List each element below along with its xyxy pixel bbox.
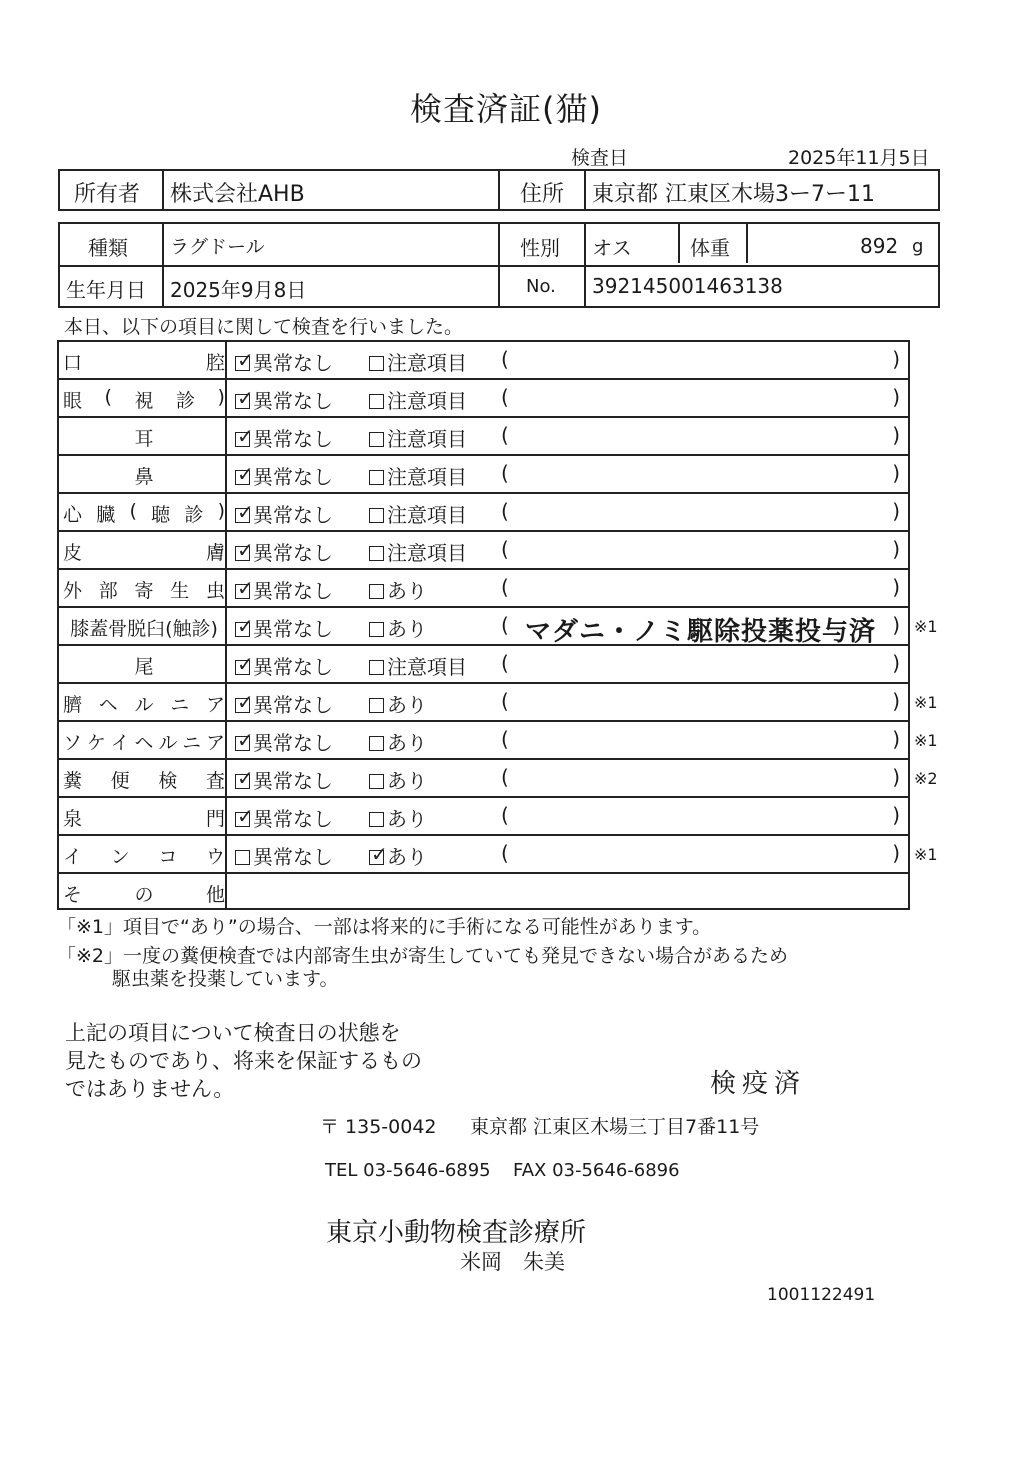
normal-option[interactable] [235, 385, 333, 414]
remarks-open-paren: ( [501, 385, 509, 409]
sex-value: オス [592, 236, 632, 260]
remarks-open-paren: ( [501, 803, 509, 827]
name-char: ( [104, 386, 112, 408]
checklist-row [57, 720, 938, 758]
normal-option[interactable] [235, 613, 333, 642]
disclaimer-line: ではありません。 [65, 1077, 235, 1101]
remarks-open-paren: ( [501, 651, 509, 675]
remarks-close-paren: ) [892, 461, 900, 485]
name-char: コ [158, 846, 178, 868]
name-char: 門 [205, 808, 225, 830]
footnote-marker: ※1 [914, 617, 938, 636]
footnote-1: 「※1」項目で“あり”の場合、一部は将来的に手術になる可能性があります。 [57, 916, 712, 938]
name-char: 臍 [63, 694, 83, 716]
checkbox[interactable] [369, 660, 384, 675]
attention-option[interactable] [369, 347, 467, 376]
name-char: ア [205, 732, 225, 754]
breed-label: 種類 [88, 236, 128, 260]
name-char: 鼻 [134, 466, 154, 488]
name-char: 心 [63, 504, 83, 526]
name-char: ン [110, 846, 130, 868]
option-label: 異常なし [253, 465, 333, 489]
name-char: ケ [86, 732, 106, 754]
checkbox[interactable] [369, 842, 388, 866]
check-mark-icon: ✓ [237, 386, 254, 410]
checkbox[interactable] [369, 698, 384, 713]
checkbox[interactable] [235, 728, 254, 752]
checklist-row [57, 492, 910, 530]
check-mark-icon: ✓ [237, 462, 254, 486]
checklist-item-name [63, 880, 225, 907]
checklist-item-name [63, 690, 225, 717]
remarks-close-paren: ) [892, 765, 900, 789]
intro-text: 本日、以下の項目に関して検査を行いました。 [64, 316, 464, 338]
owner-table [58, 169, 940, 211]
check-mark-icon: ✓ [237, 652, 254, 676]
checkbox[interactable] [369, 622, 384, 637]
check-mark-icon: ✓ [237, 538, 254, 562]
name-char: 査 [205, 770, 225, 792]
checklist-item-name [63, 424, 225, 451]
document-title: 検査済証(猫) [410, 90, 602, 128]
name-char: 寄 [134, 580, 154, 602]
check-mark-icon: ✓ [237, 804, 254, 828]
option-label: あり [387, 769, 427, 793]
checkbox[interactable] [235, 462, 254, 486]
checklist-item-name [63, 576, 225, 603]
check-mark-icon: ✓ [237, 424, 254, 448]
checklist-row [57, 416, 910, 454]
clinic-tel: TEL 03-5646-6895 [325, 1160, 491, 1181]
name-char: 尾 [134, 656, 154, 678]
name-char: イ [63, 846, 83, 868]
remarks-open-paren: ( [501, 347, 509, 371]
option-label: 注意項目 [387, 465, 467, 489]
name-char: ル [158, 732, 178, 754]
remarks-close-paren: ) [892, 689, 900, 713]
name-char: ソ [63, 732, 83, 754]
checklist-row [57, 796, 910, 834]
normal-option[interactable] [235, 803, 333, 832]
serial-number: 1001122491 [767, 1285, 876, 1305]
option-label: あり [387, 617, 427, 641]
option-label: 異常なし [253, 769, 333, 793]
checklist-table [57, 340, 938, 910]
check-mark-icon: ✓ [237, 614, 254, 638]
checkbox[interactable] [235, 652, 254, 676]
checkbox[interactable] [235, 386, 254, 410]
option-label: あり [387, 845, 427, 869]
attention-option[interactable] [369, 537, 467, 566]
clinic-address: 東京都 江東区木場三丁目7番11号 [470, 1116, 760, 1138]
address-label: 住所 [520, 182, 565, 207]
attention-option[interactable] [369, 575, 427, 604]
option-label: 異常なし [253, 693, 333, 717]
name-char: 膚 [205, 542, 225, 564]
check-mark-icon: ✓ [237, 766, 254, 790]
birthdate-value: 2025年9月8日 [170, 278, 307, 302]
owner-value: 株式会社AHB [170, 182, 305, 207]
attention-option[interactable] [369, 461, 467, 490]
footnote-2-cont: 駆虫薬を投薬しています。 [112, 968, 339, 990]
footnote-marker: ※1 [914, 845, 938, 864]
normal-option[interactable] [235, 689, 333, 718]
remarks-close-paren: ) [892, 385, 900, 409]
checkbox[interactable] [235, 576, 254, 600]
option-label: あり [387, 693, 427, 717]
inspection-date-value: 2025年11月5日 [788, 147, 930, 169]
remarks-close-paren: ) [892, 423, 900, 447]
remarks-close-paren: ) [892, 575, 900, 599]
checkbox[interactable] [369, 432, 384, 447]
name-char: の [134, 884, 154, 906]
name-char: イ [110, 732, 130, 754]
attention-option[interactable] [369, 727, 427, 756]
name-char: ウ [205, 846, 225, 868]
option-label: 異常なし [253, 845, 333, 869]
checkbox[interactable] [369, 508, 384, 523]
name-char: ア [205, 694, 225, 716]
weight-label: 体重 [690, 236, 730, 260]
inspection-date-label: 検査日 [571, 147, 629, 169]
option-label: 注意項目 [387, 503, 467, 527]
footnote-marker: ※2 [914, 769, 938, 788]
remarks-open-paren: ( [501, 613, 509, 637]
name-char: ) [217, 500, 225, 522]
checkbox[interactable] [235, 850, 250, 865]
checklist-row [57, 568, 910, 606]
remarks-close-paren: ) [892, 841, 900, 865]
checklist-row [57, 606, 938, 647]
option-label: 注意項目 [387, 541, 467, 565]
checklist-item-name [63, 766, 225, 793]
breed-value: ラグドール [170, 236, 265, 258]
checklist-item-name [63, 386, 225, 413]
checkbox[interactable] [369, 394, 384, 409]
option-label: 異常なし [253, 617, 333, 641]
checklist-item-name [63, 500, 225, 527]
checklist-item-name [63, 804, 225, 831]
checkbox[interactable] [235, 766, 254, 790]
checklist-item-name [63, 348, 225, 375]
clinic-fax: FAX 03-5646-6896 [513, 1160, 680, 1181]
option-label: あり [387, 731, 427, 755]
option-label: あり [387, 579, 427, 603]
disclaimer-line: 上記の項目について検査日の状態を [65, 1021, 401, 1045]
attention-option[interactable] [369, 841, 427, 870]
name-char: そ [63, 884, 83, 906]
address-value: 東京都 江東区木場3ー7ー11 [592, 182, 875, 207]
checkbox[interactable] [235, 500, 254, 524]
checklist-row [57, 644, 910, 682]
normal-option[interactable] [235, 499, 333, 528]
name-char: ヘ [98, 694, 118, 716]
option-label: 異常なし [253, 579, 333, 603]
checklist-item-name [63, 462, 225, 489]
name-char: 糞 [63, 770, 83, 792]
attention-option[interactable] [369, 499, 467, 528]
checklist-row [57, 872, 910, 910]
checklist-row [57, 682, 938, 720]
name-char: 外 [63, 580, 83, 602]
option-label: 異常なし [253, 807, 333, 831]
checklist-item-name [63, 652, 225, 679]
disclaimer-statement [65, 1019, 422, 1103]
name-char: ニ [182, 732, 202, 754]
remarks-open-paren: ( [501, 499, 509, 523]
clinic-postal-code: 〒 135-0042 [320, 1116, 437, 1138]
quarantine-stamp-text: 検疫済 [710, 1069, 807, 1099]
attention-option[interactable] [369, 803, 427, 832]
name-char: 他 [205, 884, 225, 906]
remarks-open-paren: ( [501, 575, 509, 599]
remarks-open-paren: ( [501, 537, 509, 561]
normal-option[interactable] [235, 575, 333, 604]
remarks-open-paren: ( [501, 765, 509, 789]
checklist-item-name [63, 842, 225, 869]
check-mark-icon: ✓ [237, 348, 254, 372]
normal-option[interactable] [235, 765, 333, 794]
checkbox[interactable] [235, 348, 254, 372]
attention-option[interactable] [369, 613, 427, 642]
name-char: 生 [170, 580, 190, 602]
name-char: ( [129, 500, 137, 522]
checklist-row [57, 758, 938, 796]
weight-value: 892 [860, 234, 899, 258]
check-mark-icon: ✓ [237, 500, 254, 524]
clinic-name: 東京小動物検査診療所 [326, 1218, 587, 1248]
check-mark-icon: ✓ [237, 576, 254, 600]
name-char: 眼 [63, 390, 83, 412]
name-char: 診 [184, 504, 204, 526]
option-label: 異常なし [253, 427, 333, 451]
name-char: ル [134, 694, 154, 716]
checkbox[interactable] [235, 614, 254, 638]
checklist-row [57, 340, 910, 378]
footnote-marker: ※1 [914, 693, 938, 712]
check-mark-icon: ✓ [237, 728, 254, 752]
name-char: 腔 [205, 352, 225, 374]
disclaimer-line: 見たものであり、将来を保証するもの [65, 1049, 422, 1073]
name-char: 耳 [134, 428, 154, 450]
remarks-close-paren: ) [892, 803, 900, 827]
birthdate-label: 生年月日 [66, 278, 146, 302]
checkbox[interactable] [235, 424, 254, 448]
normal-option[interactable] [235, 841, 333, 870]
remarks-open-paren: ( [501, 461, 509, 485]
checkbox[interactable] [369, 356, 384, 371]
clinic-person: 米岡 朱美 [460, 1250, 565, 1274]
option-label: 異常なし [253, 389, 333, 413]
name-char: 便 [110, 770, 130, 792]
checklist-row [57, 454, 910, 492]
checklist-row [57, 530, 910, 568]
checklist-item-name [63, 728, 225, 755]
option-label: 注意項目 [387, 427, 467, 451]
remarks-close-paren: ) [892, 651, 900, 675]
name-char: ニ [170, 694, 190, 716]
checklist-row [57, 378, 910, 416]
checkbox[interactable] [235, 690, 254, 714]
name-char: 聴 [151, 504, 171, 526]
remarks-close-paren: ) [892, 499, 900, 523]
remarks-close-paren: ) [892, 537, 900, 561]
name-char: 皮 [63, 542, 83, 564]
attention-option[interactable] [369, 423, 467, 452]
checklist-item-name [63, 614, 225, 641]
option-label: 異常なし [253, 503, 333, 527]
name-char: 虫 [205, 580, 225, 602]
option-label: 注意項目 [387, 655, 467, 679]
attention-option[interactable] [369, 765, 427, 794]
weight-unit: g [912, 236, 924, 257]
name-char: 口 [63, 352, 83, 374]
checklist-item-name [63, 538, 225, 565]
owner-label: 所有者 [74, 182, 141, 207]
name-char: 臓 [96, 504, 116, 526]
normal-option[interactable] [235, 423, 333, 452]
footnote-marker: ※1 [914, 731, 938, 750]
attention-option[interactable] [369, 651, 467, 680]
animal-table [58, 222, 940, 308]
option-label: 異常なし [253, 731, 333, 755]
checkbox[interactable] [235, 538, 254, 562]
normal-option[interactable] [235, 537, 333, 566]
checkbox[interactable] [369, 812, 384, 827]
remarks-open-paren: ( [501, 423, 509, 447]
option-label: 異常なし [253, 351, 333, 375]
normal-option[interactable] [235, 347, 333, 376]
option-label: 注意項目 [387, 351, 467, 375]
normal-option[interactable] [235, 727, 333, 756]
name-char: ) [217, 386, 225, 408]
name-char: 部 [98, 580, 118, 602]
check-mark-icon: ✓ [371, 842, 388, 866]
remarks-open-paren: ( [501, 689, 509, 713]
checklist-row [57, 834, 938, 872]
checkbox[interactable] [369, 736, 384, 751]
remarks-close-paren: ) [892, 613, 900, 637]
checkbox[interactable] [369, 546, 384, 561]
remarks-open-paren: ( [501, 727, 509, 751]
option-label: 注意項目 [387, 389, 467, 413]
footnote-2: 「※2」一度の糞便検査では内部寄生虫が寄生していても発見できない場合があるため [57, 945, 789, 967]
remarks-note: マダニ・ノミ駆除投薬投与済 [525, 617, 877, 647]
normal-option[interactable] [235, 651, 333, 680]
remarks-close-paren: ) [892, 727, 900, 751]
remarks-open-paren: ( [501, 841, 509, 865]
attention-option[interactable] [369, 689, 427, 718]
attention-option[interactable] [369, 385, 467, 414]
name-char: 泉 [63, 808, 83, 830]
name-char: 検 [158, 770, 178, 792]
name-char: 膝蓋骨脱臼(触診) [70, 618, 218, 640]
sex-label: 性別 [520, 236, 560, 260]
name-char: ヘ [134, 732, 154, 754]
option-label: 異常なし [253, 541, 333, 565]
number-value: 392145001463138 [592, 274, 783, 298]
name-char: 診 [176, 390, 196, 412]
check-mark-icon: ✓ [237, 690, 254, 714]
checkbox[interactable] [369, 470, 384, 485]
name-char: 視 [134, 390, 154, 412]
checkbox[interactable] [369, 584, 384, 599]
remarks-close-paren: ) [892, 347, 900, 371]
option-label: あり [387, 807, 427, 831]
checkbox[interactable] [369, 774, 384, 789]
checkbox[interactable] [235, 804, 254, 828]
number-label: No. [526, 276, 556, 297]
option-label: 異常なし [253, 655, 333, 679]
normal-option[interactable] [235, 461, 333, 490]
